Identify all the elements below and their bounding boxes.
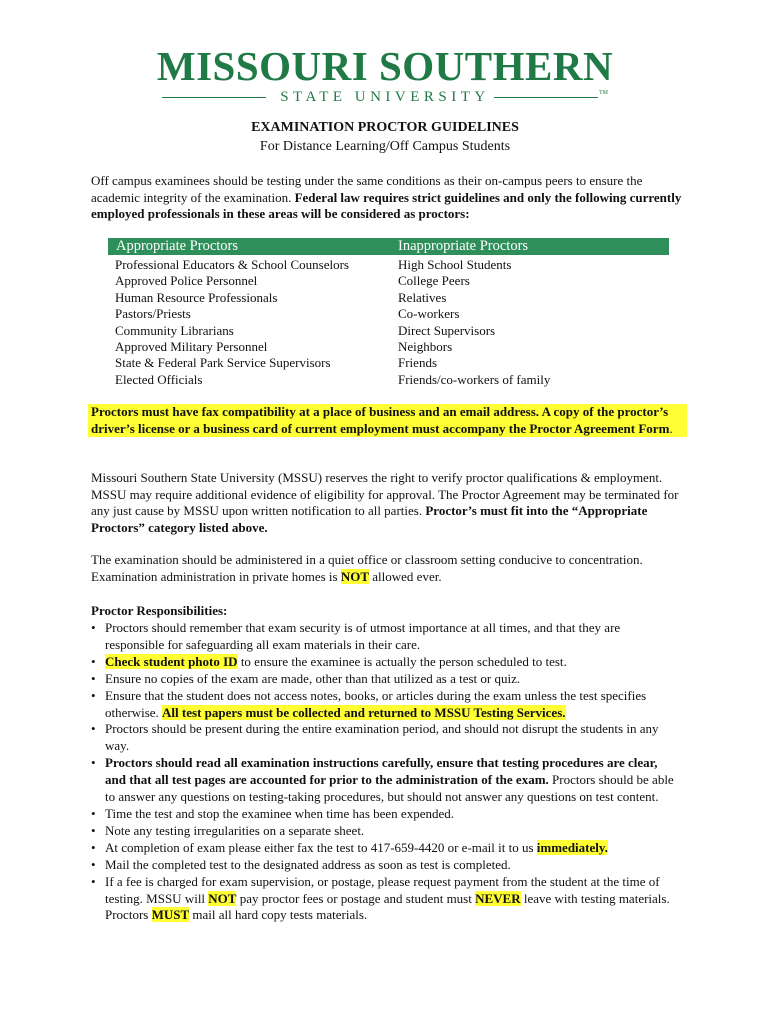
item-highlight: NEVER: [475, 890, 521, 906]
document-title: EXAMINATION PROCTOR GUIDELINES: [251, 120, 519, 135]
responsibilities-title: Proctor Responsibilities:: [91, 603, 228, 618]
item-highlight: immediately.: [536, 839, 608, 855]
list-item: [91, 654, 676, 671]
item-text: mail all hard copy tests materials.: [189, 907, 368, 923]
responsibilities-list: [91, 620, 676, 924]
logo-subline: [162, 88, 608, 106]
setting-not-highlight: NOT: [340, 568, 370, 584]
fax-requirement-notice: [88, 404, 687, 437]
setting-paragraph: [91, 552, 691, 585]
inappropriate-item: High School Students: [398, 257, 512, 272]
inappropriate-list: [398, 257, 550, 388]
document-subtitle: For Distance Learning/Off Campus Students: [259, 139, 511, 154]
list-item: [91, 823, 676, 840]
item-text: Mail the completed test to the designated address as soon as test is completed.: [105, 856, 511, 872]
item-highlight: All test papers must be collected and returned to MSSU Testing Services.: [162, 704, 566, 720]
inappropriate-item: Co-workers: [398, 306, 460, 322]
setting-text: The examination should be administered in a quiet office or classroom setting conducive to concentration. Examination administration in private homes is: [91, 552, 643, 584]
appropriate-item: Approved Military Personnel: [115, 339, 268, 355]
inappropriate-item: Relatives: [398, 289, 447, 305]
proctor-table-header: [108, 238, 669, 255]
notice-end: .: [669, 420, 673, 436]
item-text: Proctors should remember that exam security is of utmost importance at all times, and that they are responsible for safeguarding all exam materials in their care.: [105, 620, 621, 652]
list-item: [91, 721, 676, 755]
inappropriate-item: Friends: [398, 355, 437, 371]
item-text: If a fee is charged for exam supervision, or postage, please request payment from the student at the time of testing. MSSU will: [105, 873, 660, 906]
appropriate-item: Human Resource Professionals: [115, 289, 278, 305]
list-item: [91, 688, 676, 722]
setting-end: allowed ever.: [369, 568, 442, 584]
appropriate-item: Community Librarians: [115, 322, 234, 338]
list-item: [91, 671, 676, 688]
appropriate-header: Appropriate Proctors: [116, 238, 239, 254]
inappropriate-item: Direct Supervisors: [398, 322, 496, 338]
appropriate-item: State & Federal Park Service Supervisors: [115, 355, 331, 371]
list-item: [91, 874, 676, 925]
appropriate-item: Elected Officials: [115, 371, 203, 387]
inappropriate-item: Neighbors: [398, 339, 453, 355]
inappropriate-item: Friends/co-workers of family: [398, 371, 551, 387]
rights-bold: Proctor’s must fit into the “Appropriate Proctors” category listed above.: [91, 503, 648, 535]
item-text: Proctors should be present during the entire examination period, and should not disrupt the students in any way.: [105, 721, 659, 754]
intro-text: Off campus examinees should be testing under the same conditions as their on-campus peers to ensure the academic integrity of the examination.: [91, 173, 643, 205]
item-text: Time the test and stop the examinee when time has been expended.: [105, 805, 454, 821]
logo-subtitle: STATE UNIVERSITY: [280, 89, 490, 105]
intro-bold: Federal law requires strict guidelines and only the following currently employed professionals in these areas will be considered as proctors:: [91, 189, 682, 221]
university-logo: [0, 44, 770, 106]
list-item: [91, 806, 676, 823]
appropriate-item: Approved Police Personnel: [115, 273, 258, 289]
item-highlight: NOT: [208, 890, 237, 906]
rights-paragraph: [91, 470, 691, 536]
item-text: Ensure that the student does not access notes, books, or articles during the exam unless the test specifies otherwise.: [105, 687, 647, 720]
item-highlight: MUST: [151, 907, 190, 923]
logo-wordmark: MISSOURI SOUTHERN: [156, 43, 614, 89]
item-text: Proctors should be able to answer any questions on testing-taking procedures, but should not answer any questions on test content.: [105, 772, 674, 805]
item-text: leave with testing materials. Proctors: [105, 890, 670, 923]
intro-paragraph: [91, 173, 691, 223]
appropriate-item: Professional Educators & School Counselors: [115, 257, 349, 272]
inappropriate-item: College Peers: [398, 273, 470, 289]
appropriate-item: Pastors/Priests: [115, 306, 191, 322]
rights-text: Missouri Southern State University (MSSU) reserves the right to verify proctor qualifications & employment. MSSU may require additional evidence of eligibility for approval. The Proctor Agreement may be terminated for any just cause by MSSU upon written notification to all parties.: [91, 470, 679, 518]
logo-trademark: TM: [599, 90, 608, 96]
inappropriate-header: Inappropriate Proctors: [398, 238, 529, 254]
item-highlight: Check student photo ID: [105, 653, 238, 669]
notice-text: Proctors must have fax compatibility at a place of business and an email address. A copy of the proctor’s driver’s license or a business card of current employment must accompany the Proctor Agreement Form: [91, 404, 670, 436]
list-item: [91, 857, 676, 874]
item-bold: Proctors should read all examination instructions carefully, ensure that testing procedures are clear, and that all test pages are accounted for prior to the administration of the exam.: [105, 755, 658, 788]
appropriate-list: [115, 257, 349, 388]
item-text: At completion of exam please either fax the test to 417-659-4420 or e-mail it to us: [105, 839, 537, 855]
list-item: [91, 840, 676, 857]
item-text: to ensure the examinee is actually the person scheduled to test.: [237, 653, 567, 669]
list-item: [91, 755, 676, 806]
item-text: Note any testing irregularities on a separate sheet.: [105, 822, 365, 838]
item-text: Ensure no copies of the exam are made, other than that utilized as a test or quiz.: [105, 670, 521, 686]
item-text: pay proctor fees or postage and student must: [236, 890, 476, 906]
list-item: [91, 620, 676, 654]
logo-rule-right: [494, 97, 598, 98]
